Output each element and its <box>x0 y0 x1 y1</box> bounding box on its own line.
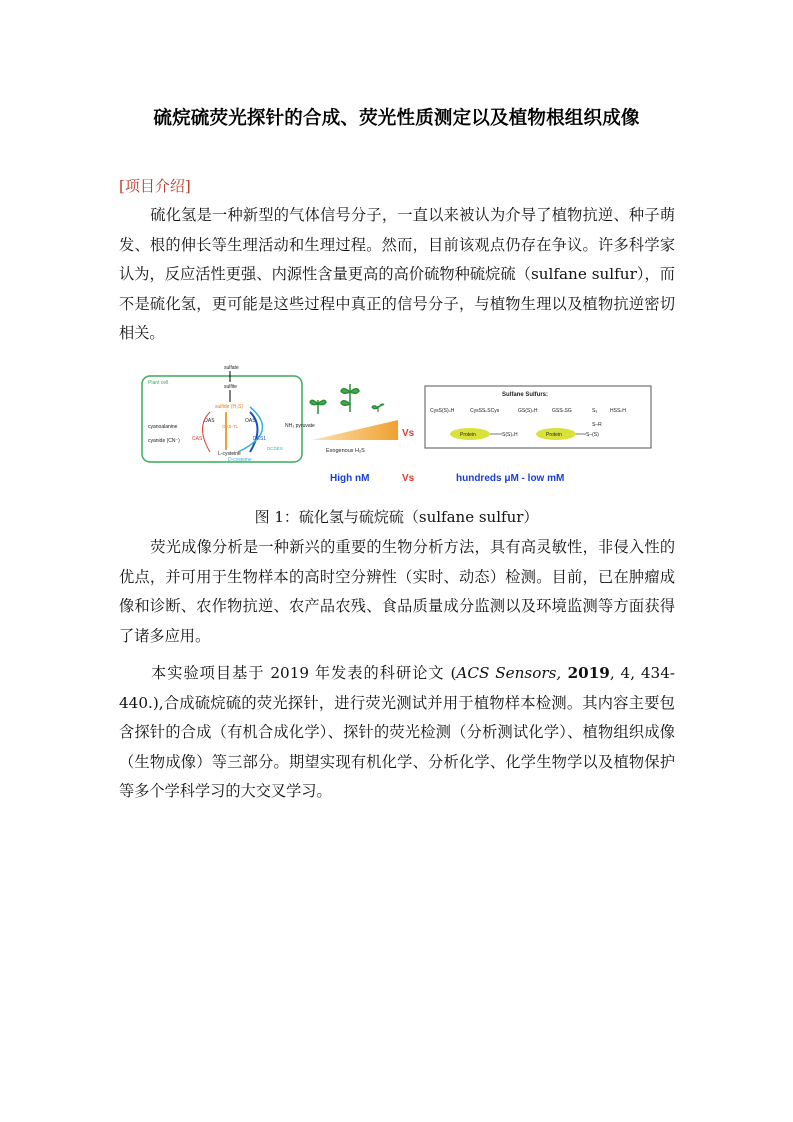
svg-text:Protein: Protein <box>546 432 562 438</box>
svg-text:L-cysteine: L-cysteine <box>218 451 241 457</box>
svg-text:HSSₙH: HSSₙH <box>610 408 626 414</box>
svg-text:S₈: S₈ <box>592 408 598 414</box>
svg-text:OAS: OAS <box>204 418 215 424</box>
svg-text:Plant cell: Plant cell <box>148 380 169 386</box>
svg-text:Sulfane Sulfurs:: Sulfane Sulfurs: <box>502 392 549 398</box>
svg-text:OAS: OAS <box>245 418 256 424</box>
imaging-paragraph: 荧光成像分析是一种新兴的重要的生物分析方法，具有高灵敏性，非侵入性的优点，并可用于生物样本的高时空分辨性（实时、动态）检测。目前，已在肿瘤成像和诊断、农作物抗逆、农产品农残、食品质量成分监测以及环境监测等方面获得了诸多应用。 <box>119 538 675 645</box>
section-heading: [项目介绍] <box>119 177 191 195</box>
svg-text:GSSₙSG: GSSₙSG <box>552 408 572 414</box>
svg-text:sulfide (H₂S): sulfide (H₂S) <box>215 404 244 410</box>
svg-text:DES1: DES1 <box>253 436 267 442</box>
svg-text:hundreds μM - low mM: hundreds μM - low mM <box>456 473 565 484</box>
svg-text:cyanoalanine: cyanoalanine <box>148 424 178 430</box>
svg-text:S–R: S–R <box>592 422 602 428</box>
project-paragraph: 本实验项目基于 2019 年发表的科研论文 (ACS Sensors, 2019, 4, 434-440.),合成硫烷硫的荧光探针，进行荧光测试并用于植物样本检测。其内容主要包含探针的合成（有机合成化学）、探针的荧光检测（分析测试化学）、植物组织成像（生物成像）等三部分。期望实现有机化学、分析化学、化学生物学以及植物保护等多个学科学习的大交叉学习。 <box>119 664 675 801</box>
svg-text:D-cysteine: D-cysteine <box>228 457 252 463</box>
svg-text:Vs: Vs <box>402 428 415 439</box>
seedling-icons <box>310 384 384 414</box>
svg-text:cyanide (CN⁻): cyanide (CN⁻) <box>148 438 180 444</box>
svg-text:High nM: High nM <box>330 473 370 484</box>
svg-text:sulfite: sulfite <box>224 384 238 390</box>
svg-text:CysS(S)ₙH: CysS(S)ₙH <box>430 408 455 414</box>
figure-1 <box>140 362 660 492</box>
svg-text:NH₃ pyruvate: NH₃ pyruvate <box>285 423 315 429</box>
svg-text:CysSSₙSCys: CysSSₙSCys <box>470 408 500 414</box>
svg-text:Vs: Vs <box>402 473 415 484</box>
svg-text:GS(S)ₙH: GS(S)ₙH <box>518 408 538 414</box>
svg-text:OAS-TL: OAS-TL <box>222 424 239 429</box>
page-title: 硫烷硫荧光探针的合成、荧光性质测定以及植物根组织成像 <box>153 108 640 129</box>
figure-caption: 图 1：硫化氢与硫烷硫（sulfane sulfur） <box>254 508 539 526</box>
svg-text:Exogenous H₂S: Exogenous H₂S <box>326 448 365 454</box>
svg-text:DCDES: DCDES <box>267 446 283 451</box>
journal-year: 2019 <box>561 664 610 682</box>
svg-text:sulfate: sulfate <box>224 365 239 371</box>
intro-paragraph: 硫化氢是一种新型的气体信号分子，一直以来被认为介导了植物抗逆、种子萌发、根的伸长等生理活动和生理过程。然而，目前该观点仍存在争议。许多科学家认为，反应活性更强、内源性含量更高的高价硫物种硫烷硫（sulfane sulfur），而不是硫化氢，更可能是这些过程中真正的信号分子，与植物生理以及植物抗逆密切相关。 <box>119 206 675 343</box>
journal-name: ACS Sensors, <box>456 664 562 682</box>
svg-text:S(S)ₙH: S(S)ₙH <box>502 432 518 438</box>
svg-text:CAS: CAS <box>192 436 203 442</box>
figure-graphic <box>140 362 660 492</box>
svg-text:Protein: Protein <box>460 432 476 438</box>
svg-text:S–(S): S–(S) <box>586 432 599 438</box>
